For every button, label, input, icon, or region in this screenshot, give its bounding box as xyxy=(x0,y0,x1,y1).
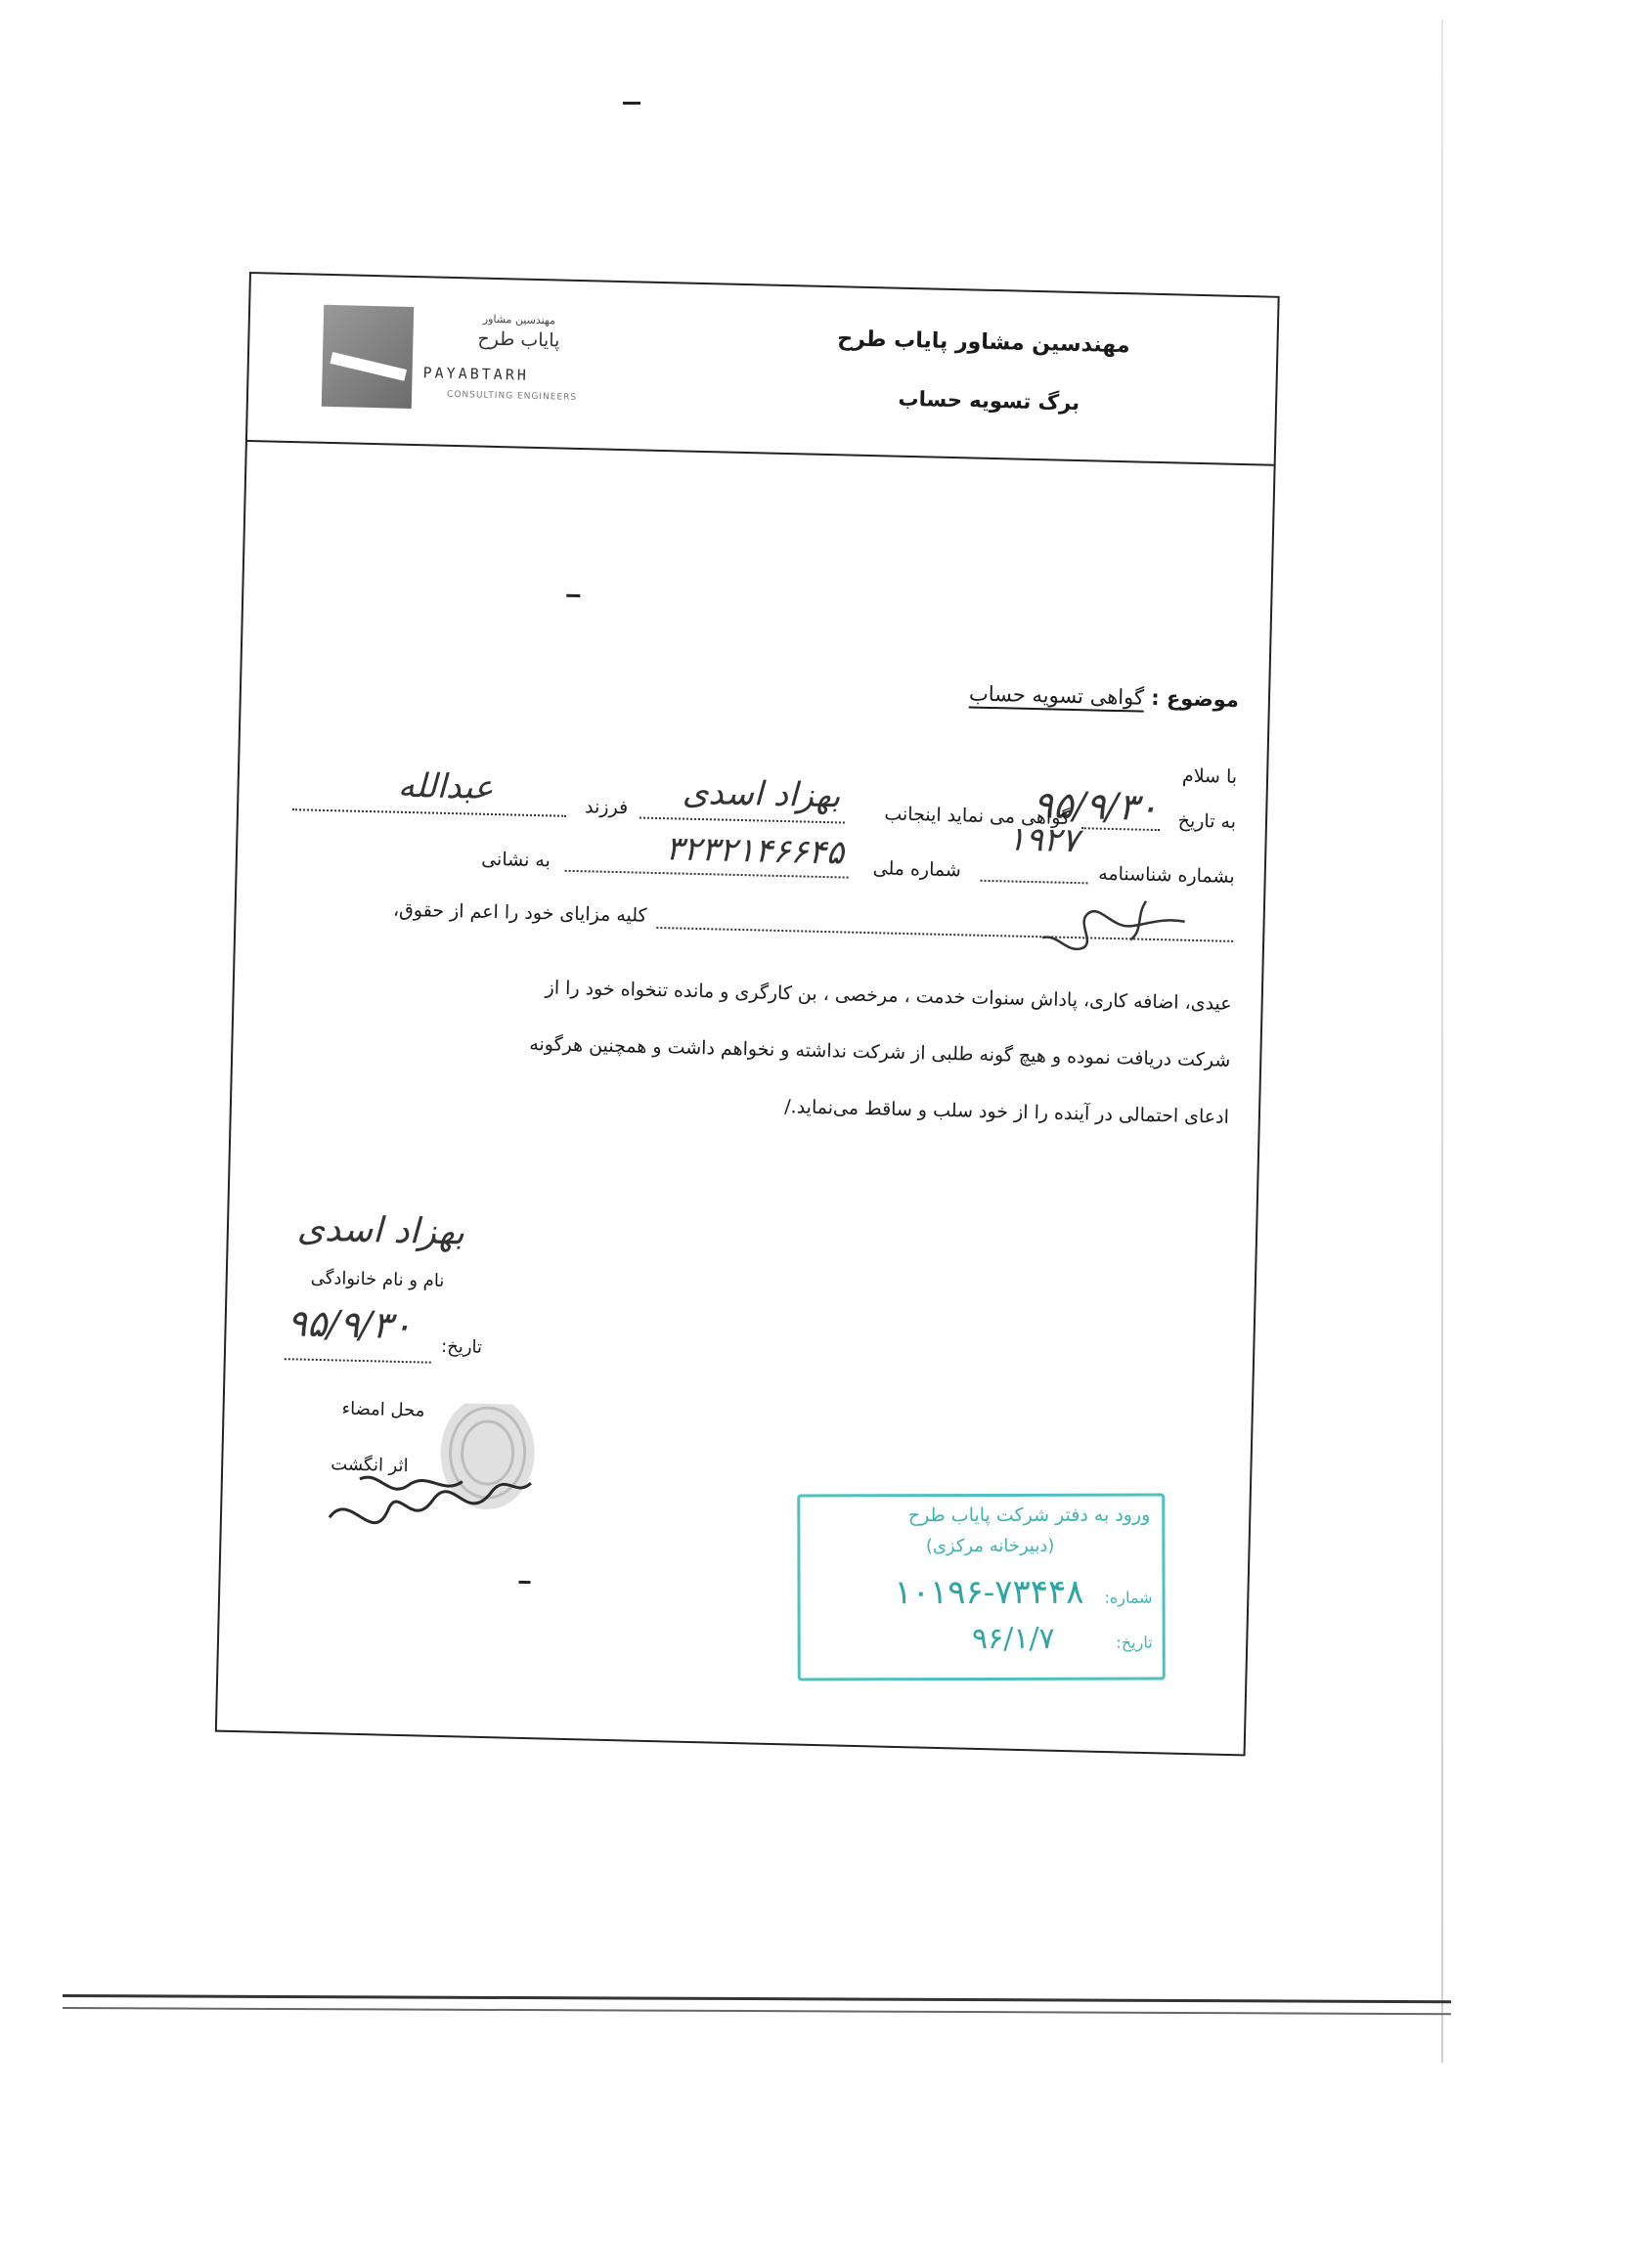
name-label: نام و نام خانوادگی xyxy=(310,1267,445,1291)
signature-date-handwritten: ۹۵/۹/۳۰ xyxy=(287,1301,413,1348)
body-line-1-p2: گواهی می نماید اینجانب xyxy=(884,803,1071,829)
form-title: برگ تسویه حساب xyxy=(898,386,1080,415)
company-name: مهندسین مشاور پایاب طرح xyxy=(837,327,1130,359)
sign-label: محل امضاء xyxy=(341,1398,425,1421)
scan-mark xyxy=(566,594,580,597)
receipt-stamp xyxy=(797,1494,1165,1681)
body-line-1-p3: فرزند xyxy=(584,796,629,819)
body-line-6: ادعای احتمالی در آینده را از خود سلب و ساقط می‌نماید./ xyxy=(784,1096,1230,1128)
logo-fa-name: پایاب طرح xyxy=(477,327,560,352)
body-line-2-p1: بشماره شناسنامه xyxy=(1098,862,1235,888)
subject-label: موضوع : xyxy=(1151,685,1240,712)
logo-mark-icon xyxy=(322,305,414,409)
signatory-name-handwritten: بهزاد اسدی xyxy=(296,1208,465,1253)
id-number-handwritten: ۱۹۲۷ xyxy=(1007,819,1080,861)
stamp-number-label: شماره: xyxy=(1104,1588,1153,1607)
stamp-date-label: تاریخ: xyxy=(1116,1633,1153,1652)
body-line-3: کلیه مزایای خود را اعم از حقوق، xyxy=(392,898,647,927)
stamp-number-value: ۱۰۱۹۶-۷۳۴۴۸ xyxy=(894,1572,1084,1613)
logo-en-subtitle: CONSULTING ENGINEERS xyxy=(446,389,578,403)
fingerprint-label: اثر انگشت xyxy=(331,1454,409,1477)
body-line-2-p2: شماره ملی xyxy=(872,857,962,882)
name-handwritten: بهزاد اسدی xyxy=(682,772,842,816)
scan-mark xyxy=(623,102,640,105)
national-id-handwritten: ۳۲۳۲۱۴۶۶۴۵ xyxy=(665,829,845,873)
date-handwritten: ۹۵/۹/۳۰ xyxy=(1033,783,1159,830)
address-handwritten-scribble xyxy=(1028,889,1196,961)
body-line-5: شرکت دریافت نموده و هیچ گونه طلبی از شرکت نداشته و نخواهم داشت و همچنین هرگونه xyxy=(529,1032,1231,1071)
body-line-1-p1: به تاریخ xyxy=(1177,809,1237,833)
signature-and-fingerprint xyxy=(319,1400,548,1561)
stamp-subtitle: (دبیرخانه مرکزی) xyxy=(925,1535,1055,1557)
letterhead xyxy=(247,274,1278,466)
body-line-4: عیدی، اضافه کاری، پاداش سنوات خدمت ، مرخصی ، بن کارگری و مانده تنخواه خود را از xyxy=(545,977,1232,1015)
stamp-date-value: ۹۶/۱/۷ xyxy=(971,1621,1055,1657)
subject-value: گواهی تسویه حساب xyxy=(968,681,1145,710)
logo-fa-subtitle: مهندسین مشاور xyxy=(482,312,556,327)
greeting: با سلام xyxy=(1181,764,1238,788)
scan-edge-right xyxy=(1441,20,1443,2063)
scan-mark xyxy=(518,1581,530,1584)
date-label: تاریخ: xyxy=(440,1335,483,1358)
father-name-handwritten: عبدالله xyxy=(397,765,495,808)
subject-line xyxy=(969,681,1240,711)
company-logo xyxy=(322,305,638,420)
stamp-title: ورود به دفتر شرکت پایاب طرح xyxy=(907,1504,1151,1527)
body-line-2-p3: به نشانی xyxy=(480,848,551,872)
logo-en-name: PAYABTARH xyxy=(422,364,530,384)
settlement-form xyxy=(215,272,1280,1756)
